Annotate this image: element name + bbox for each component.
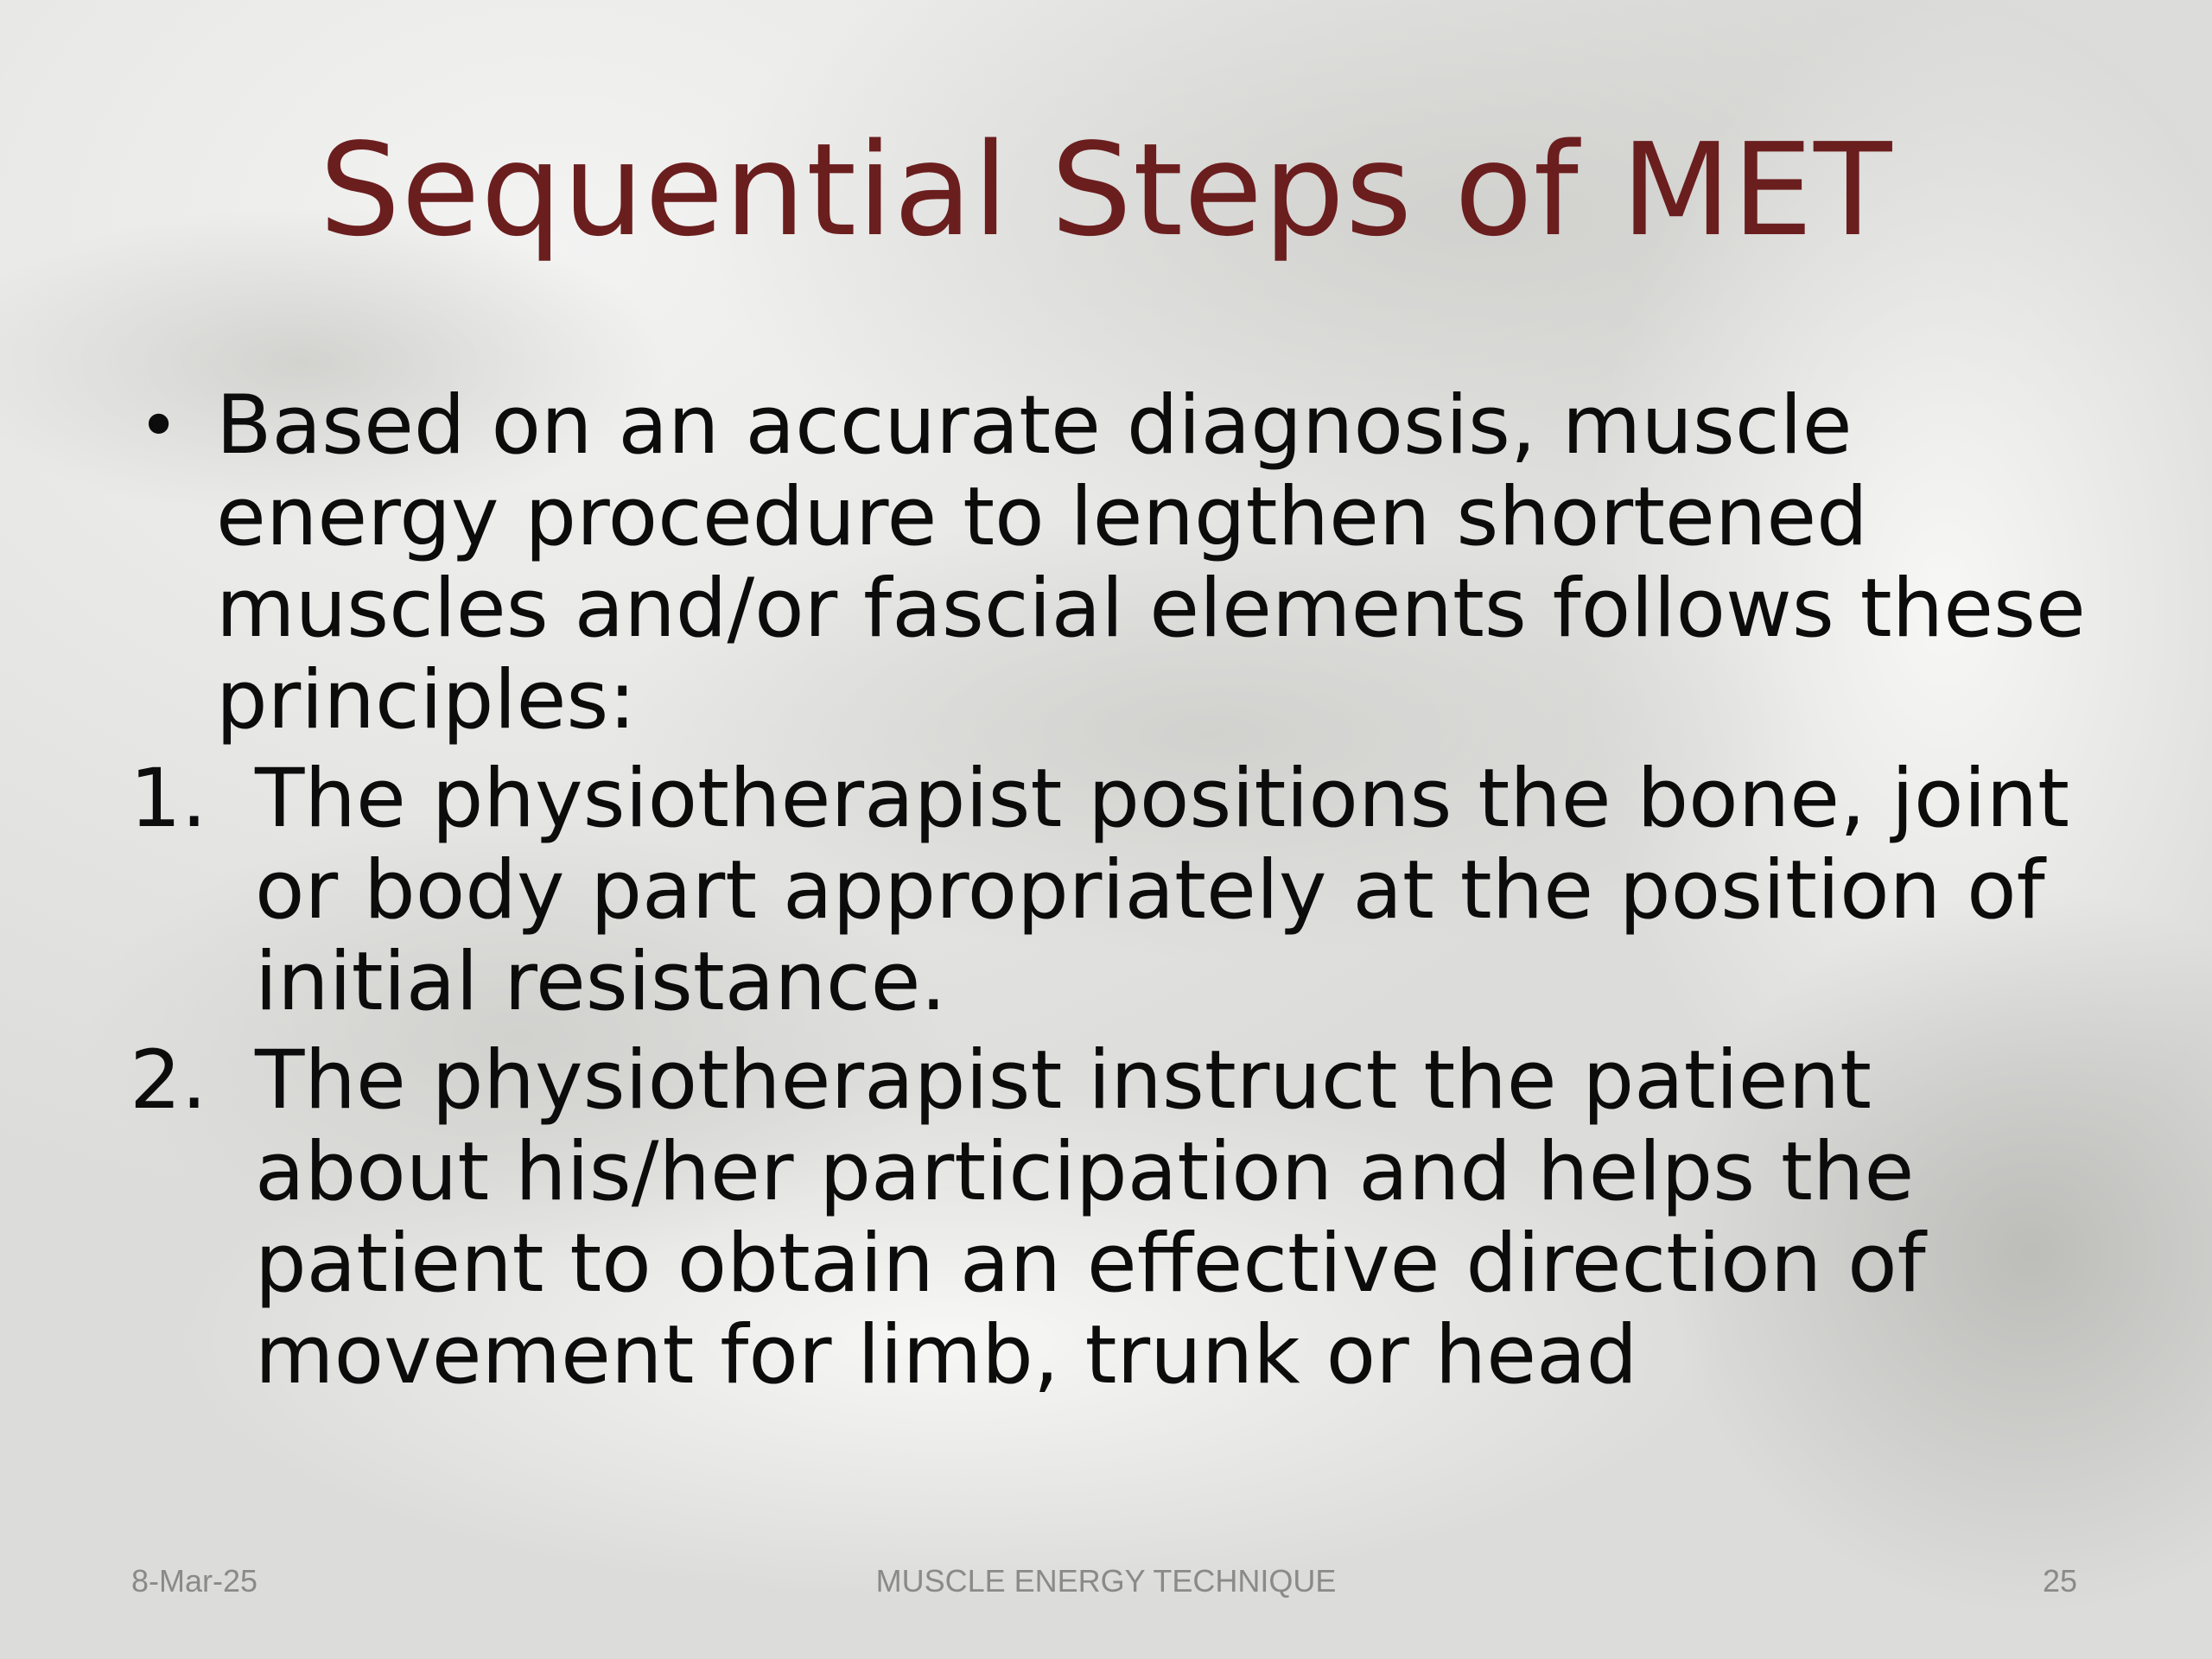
slide-body (130, 380, 2117, 1402)
step-item (130, 1035, 2117, 1402)
slide-title: Sequential Steps of MET (319, 116, 1893, 264)
step-number: 2. (130, 1033, 207, 1128)
intro-bullet-text: Based on an accurate diagnosis, muscle energy procedure to lengthen shortened muscles and/or fascial elements follows these principles: (216, 378, 2086, 747)
footer-title: MUSCLE ENERGY TECHNIQUE (875, 1563, 1337, 1599)
step-text: The physiotherapist positions the bone, joint or body part appropriately at the position of initial resistance. (255, 752, 2070, 1029)
step-number: 1. (130, 752, 207, 846)
intro-bullet (130, 380, 2117, 747)
step-text: The physiotherapist instruct the patient about his/her participation and helps the patient to obtain an effective direction of movement for limb, trunk or head (255, 1033, 1926, 1402)
step-item (130, 753, 2117, 1028)
bullet-marker: • (138, 385, 180, 466)
footer-date: 8-Mar-25 (131, 1563, 258, 1599)
slide-number: 25 (2042, 1563, 2077, 1599)
